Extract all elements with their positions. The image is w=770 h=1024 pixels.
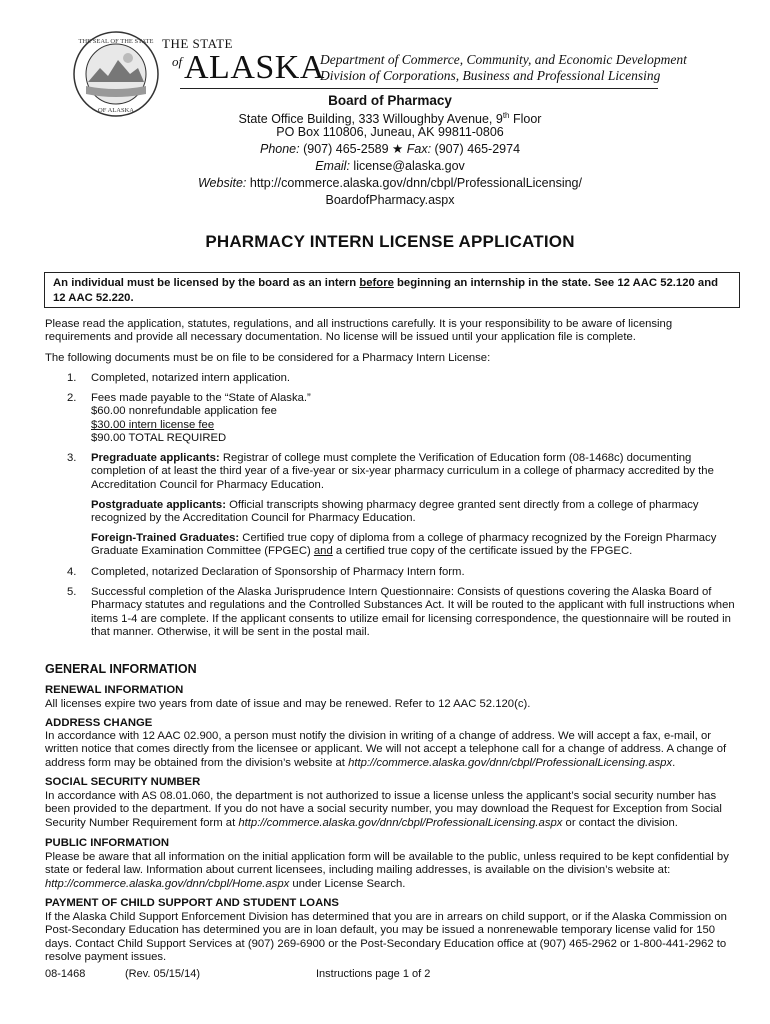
public-info-heading: PUBLIC INFORMATION bbox=[45, 837, 170, 849]
list-number: 1. bbox=[67, 372, 77, 384]
list-text: Completed, notarized intern application. bbox=[91, 372, 291, 384]
ssn-body bbox=[45, 790, 735, 830]
star-icon: ★ bbox=[392, 142, 404, 156]
address-text-tail: Floor bbox=[509, 112, 542, 127]
address-text: State Office Building, 333 Willoughby Avenue, 9 bbox=[238, 112, 503, 127]
revision-date: (Rev. 05/15/14) bbox=[125, 968, 201, 980]
fees-line: Fees made payable to the “State of Alaska.” bbox=[91, 392, 311, 404]
renewal-body: All licenses expire two years from date of issue and may be renewed. Refer to 12 AAC 52.120(c). bbox=[45, 698, 531, 710]
email-label: Email: bbox=[315, 159, 350, 173]
general-information-heading: GENERAL INFORMATION bbox=[45, 662, 197, 676]
postgraduate-body: Official transcripts showing pharmacy degree granted sent directly from a college of pharmacy recognized by the Accreditation Council for Pharmacy Education. bbox=[91, 499, 699, 525]
address-change-body bbox=[45, 730, 735, 770]
child-support-body: If the Alaska Child Support Enforcement Division has determined that you are in arrears on child support, or if the Alaska Commission on Post-Secondary Education has determined you are in loan default, you may be issued a nonrenewable temporary license valid for 150 days. Contact Child Support Services at (907) 269-6900 or the Post-Secondary Education office at (907) 465-2962 or 1-800-441-2962 to resolve payment issues. bbox=[45, 911, 727, 964]
state-wordmark-alaska: ALASKA bbox=[184, 49, 325, 86]
website-label: Website: bbox=[197, 176, 247, 190]
foreign-trained-emphasis: and bbox=[313, 545, 333, 558]
notice-text: An individual must be licensed by the board as an intern bbox=[53, 277, 360, 289]
fees-total: $90.00 TOTAL REQUIRED bbox=[91, 432, 227, 445]
header-rule bbox=[180, 88, 658, 89]
notice-box bbox=[44, 272, 740, 308]
postgraduate-text bbox=[91, 499, 735, 526]
ssn-heading: SOCIAL SECURITY NUMBER bbox=[45, 776, 201, 788]
page-title: PHARMACY INTERN LICENSE APPLICATION bbox=[205, 232, 575, 251]
foreign-trained-body-tail: a certified true copy of the certificate issued by the FPGEC. bbox=[332, 545, 633, 558]
fax-value: (907) 465-2974 bbox=[431, 142, 521, 156]
email-value[interactable]: license@alaska.gov bbox=[349, 159, 465, 173]
documents-intro: The following documents must be on file to be considered for a Pharmacy Intern License: bbox=[45, 352, 491, 364]
phone-label: Phone: bbox=[259, 142, 300, 156]
website-line-2[interactable]: BoardofPharmacy.aspx bbox=[325, 193, 455, 207]
fees-line: $30.00 intern license fee bbox=[91, 418, 215, 431]
list-number: 4. bbox=[67, 566, 77, 578]
list-text: Successful completion of the Alaska Jurisprudence Intern Questionnaire: Consists of questions covering the Alaska Board of Pharmacy statutes and regulations and the Controlled Substances Act. It will be routed to the applicant with full instructions when items 1-4 are complete. If the applicant consents to utilize email for licensing correspondence, the questionnaire will be routed in that manner. Otherwise, it will be sent in the postal mail. bbox=[91, 586, 735, 639]
public-info-body bbox=[45, 851, 735, 891]
address-change-link[interactable]: http://commerce.alaska.gov/dnn/cbpl/ProfessionalLicensing.aspx bbox=[348, 756, 673, 769]
board-name: Board of Pharmacy bbox=[328, 93, 452, 108]
list-number: 5. bbox=[67, 586, 77, 598]
website-line bbox=[0, 175, 770, 192]
list-text: Completed, notarized Declaration of Sponsorship of Pharmacy Intern form. bbox=[91, 566, 465, 578]
pregraduate-text bbox=[91, 452, 735, 492]
notice-text-tail: beginning an internship in the state. See 12 AAC 52.120 and 12 AAC 52.220. bbox=[53, 277, 719, 304]
list-number: 2. bbox=[67, 392, 77, 404]
address-change-end: . bbox=[672, 756, 676, 769]
notice-emphasis: before bbox=[359, 277, 394, 289]
phone-value: (907) 465-2589 bbox=[299, 142, 393, 156]
list-number: 3. bbox=[67, 452, 77, 464]
svg-text:OF ALASKA: OF ALASKA bbox=[98, 107, 134, 114]
pregraduate-body: Registrar of college must complete the Verification of Education form (08-1468c) documenting completion of at least the third year of a five-year or six-year pharmacy curriculum in a college of pharmacy accredited by the Accreditation Council for Pharmacy Education. bbox=[91, 452, 714, 491]
renewal-heading: RENEWAL INFORMATION bbox=[45, 684, 184, 696]
division-line: Division of Corporations, Business and Professional Licensing bbox=[320, 68, 661, 83]
address-change-heading: ADDRESS CHANGE bbox=[45, 717, 153, 729]
pregraduate-heading: Pregraduate applicants: bbox=[91, 452, 220, 464]
public-info-text: Please be aware that all information on the initial application form will be available to the public, unless required to be kept confidential by state or federal law. Information about current licensees, including mailing addresses, is available on the division’s website at: bbox=[45, 851, 729, 877]
address-superscript: th bbox=[502, 111, 510, 120]
state-wordmark-top: THE STATE bbox=[162, 36, 233, 51]
website-value[interactable]: http://commerce.alaska.gov/dnn/cbpl/ProfessionalLicensing/ bbox=[246, 176, 582, 190]
postgraduate-heading: Postgraduate applicants: bbox=[91, 499, 226, 511]
page-number: Instructions page 1 of 2 bbox=[316, 968, 431, 980]
intro-paragraph: Please read the application, statutes, regulations, and all instructions carefully. It is your responsibility to be aware of licensing requirements and provide all necessary documentation. No license will be issued until your application file is complete. bbox=[45, 318, 673, 344]
child-support-heading: PAYMENT OF CHILD SUPPORT AND STUDENT LOANS bbox=[45, 897, 339, 909]
public-info-link[interactable]: http://commerce.alaska.gov/dnn/cbpl/Home.aspx bbox=[45, 877, 290, 890]
svg-text:THE SEAL OF THE STATE: THE SEAL OF THE STATE bbox=[78, 38, 154, 45]
foreign-trained-body: Certified true copy of diploma from a college of pharmacy recognized by the Foreign Pharmacy Graduate Examination Committee (FPGEC) bbox=[91, 532, 717, 558]
fees-block bbox=[91, 392, 735, 446]
phone-fax-line bbox=[0, 141, 770, 158]
ssn-end: or contact the division. bbox=[562, 816, 678, 829]
form-number: 08-1468 bbox=[45, 968, 86, 980]
foreign-trained-heading: Foreign-Trained Graduates: bbox=[91, 532, 240, 544]
address-line-2: PO Box 110806, Juneau, AK 99811-0806 bbox=[276, 125, 504, 139]
fees-line: $60.00 nonrefundable application fee bbox=[91, 405, 277, 418]
fax-label: Fax: bbox=[403, 142, 432, 156]
ssn-link[interactable]: http://commerce.alaska.gov/dnn/cbpl/ProfessionalLicensing.aspx bbox=[238, 816, 563, 829]
department-name bbox=[320, 52, 687, 84]
department-line: Department of Commerce, Community, and Economic Development bbox=[320, 52, 687, 67]
foreign-trained-text bbox=[91, 532, 735, 559]
public-info-end: under License Search. bbox=[289, 877, 406, 890]
ssn-text: In accordance with AS 08.01.060, the department is not authorized to issue a license unless the applicant’s social security number has been provided to the department. If you do not have a social security number, you may download the Request for Exception from Social Security Number Requirement form at bbox=[45, 790, 722, 829]
email-line bbox=[0, 158, 770, 175]
address-change-text: In accordance with 12 AAC 02.900, a person must notify the division in writing of a change of address. We will accept a fax, e-mail, or written notice that comes directly from the licensee or applicant. We will not accept a telephone call for a change of address. A change of address form may be obtained from the division’s website at bbox=[45, 730, 727, 769]
state-wordmark-of: of bbox=[172, 54, 183, 69]
